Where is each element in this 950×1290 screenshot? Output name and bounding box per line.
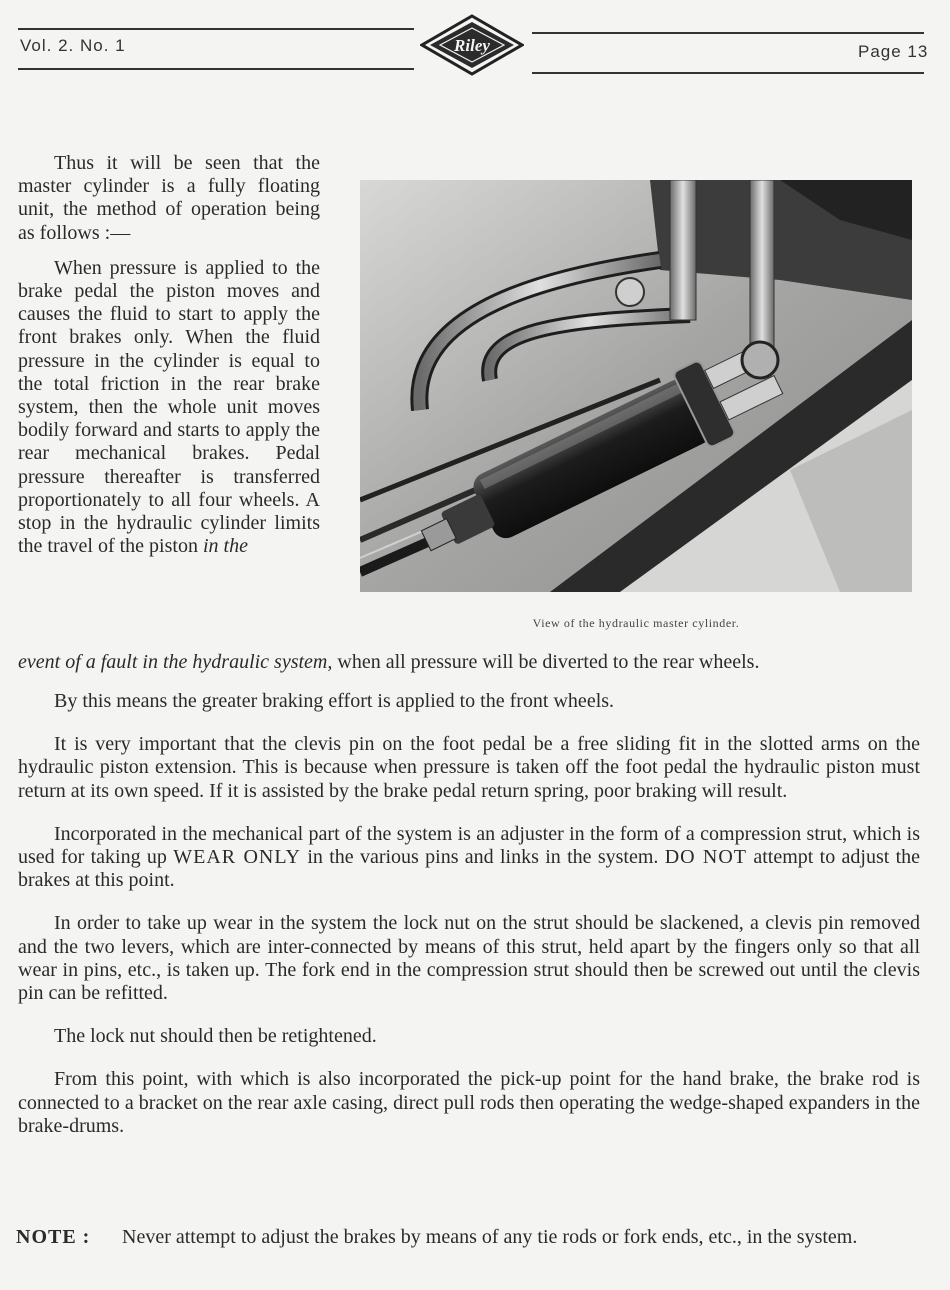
header-rule	[18, 68, 414, 70]
riley-logo	[420, 14, 524, 76]
adjuster-text-a: Incorporated in the mechanical part of the system is an adjuster in the form of a compression strut, which is used for taking up	[18, 822, 920, 869]
paragraph-hand-brake: From this point, with which is also incorporated the pick-up point for the hand brake, the brake rod is connected to a bracket on the rear axle casing, direct pull rods then operating the wedge-shaped expanders in the brake-drums.	[18, 1068, 920, 1137]
paragraph-retighten: The lock nut should then be retightened.	[54, 1025, 377, 1048]
paragraph-take-up-wear: In order to take up wear in the system the lock nut on the strut should be slackened, a clevis pin removed and the two levers, which are inter-connected by means of this strut, held apart by the fingers only so that all wear in pins, etc., is taken up. The fork end in the compression strut should then be screwed out until the clevis pin can be refitted.	[18, 912, 920, 1005]
header-rule	[532, 32, 924, 34]
paragraph-front-wheels: By this means the greater braking effort is applied to the front wheels.	[54, 690, 615, 712]
page-header	[0, 0, 950, 90]
header-rule	[532, 72, 924, 74]
note-label: NOTE :	[16, 1226, 91, 1248]
do-not-emphasis: DO NOT	[664, 846, 748, 869]
photo-illustration	[360, 180, 912, 592]
operation-continuation	[18, 650, 920, 674]
italic-phrase: in the	[202, 535, 248, 558]
intro-column	[18, 152, 320, 570]
italic-phrase-continued: event of a fault in the hydraulic system,	[18, 651, 333, 673]
body-text	[18, 690, 920, 1158]
adjuster-text-c: attempt to adjust the brakes at this point.	[18, 846, 921, 892]
paragraph-operation-text: When pressure is applied to the brake pedal the piston moves and causes the fluid to start to apply the front brakes only. When the fluid pressure in the cylinder is equal to the total friction in the rear brake system, then the whole unit moves bodily forward and starts to apply the rear mechanical brakes. Pedal pressure thereafter is transferred proportionately to all four wheels. A stop in the hydraulic cylinder limits the travel of the piston	[18, 256, 320, 558]
paragraph-intro: Thus it will be seen that the master cylinder is a fully floating unit, the method of operation being as follows :—	[18, 152, 320, 244]
photo-caption: View of the hydraulic master cylinder.	[532, 616, 740, 630]
continuation-text: when all pressure will be diverted to the rear wheels.	[337, 651, 760, 673]
page-number: Page 13	[858, 42, 929, 61]
header-rule	[18, 28, 414, 30]
adjuster-text-b: in the various pins and links in the system.	[307, 846, 659, 869]
paragraph-clevis-pin: It is very important that the clevis pin on the foot pedal be a free sliding fit in the slotted arms on the hydraulic piston extension. This is because when pressure is taken off the foot pedal the hydraulic piston must return at its own speed. If it is assisted by the brake pedal return spring, poor braking will result.	[18, 733, 920, 802]
note-text: Never attempt to adjust the brakes by means of any tie rods or fork ends, etc., in the system.	[122, 1226, 858, 1248]
paragraph-adjuster	[18, 823, 920, 893]
svg-text:Riley: Riley	[454, 36, 490, 55]
wear-only-emphasis: WEAR ONLY	[173, 846, 301, 869]
volume-label: Vol. 2. No. 1	[20, 36, 126, 55]
master-cylinder-photo	[360, 180, 912, 592]
paragraph-operation	[18, 257, 320, 559]
